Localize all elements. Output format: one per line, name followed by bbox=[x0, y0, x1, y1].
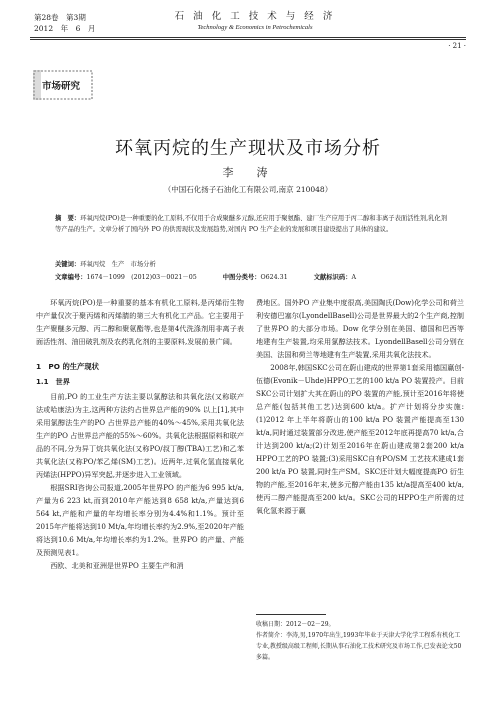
clc-code: O624.31 bbox=[260, 274, 288, 281]
footnote-rule bbox=[256, 614, 326, 615]
doc-code-label: 文献标识码： bbox=[313, 274, 352, 281]
journal-header bbox=[150, 10, 360, 33]
abstract-text: 环氧丙烷(PO)是一种重要的化工原料,不仅用于合成聚醚多元醇,还应用于聚氨酯、建厂生产应用于丙二醇和非离子表面活性剂,乳化剂等产品的生产。文章分析了国内外 PO 的供需现状及发展趋势,对国内 PO 生产企业的发展和项目建设提出了具体的建议。 bbox=[55, 215, 447, 233]
section-badge-label: 市场研究 bbox=[42, 81, 81, 92]
doc-no: 1674－1099 (2012)03－0021－05 bbox=[86, 274, 197, 281]
doc-no-label: 文章编号： bbox=[55, 274, 87, 281]
received-date: 收稿日期：2012－02－29。 bbox=[256, 621, 335, 628]
header-rule bbox=[30, 37, 466, 38]
body-paragraph: 根据SRI咨询公司报道,2005年世界PO 的产能为6 995 kt/a,产量为6 223 kt,而到2010年产能达到8 658 kt/a,产量达到6 564 kt,产能和产量的年均增长率分别为4.4%和1.1%。预计至2015年产能将达到10 Mt/a,年均增长率约为2.9%,至2020年产能将达到10.6 Mt/a,年均增长率约为1.2%。世界PO 的产量、产能及预测见表1。 bbox=[36, 483, 244, 557]
body-column-left bbox=[36, 296, 244, 572]
keywords bbox=[55, 259, 156, 268]
page-number: · 21 · bbox=[448, 42, 466, 50]
body-paragraph: 西欧、北美和亚洲是世界PO 主要生产和消 bbox=[50, 561, 184, 570]
section-heading: 1 PO 的生产现状 bbox=[36, 362, 99, 371]
journal-title-en: Technology & Economics in Petrochemicals bbox=[197, 24, 313, 31]
article-affiliation: （中国石化扬子石油化工有限公司,南京 210048） bbox=[163, 185, 333, 194]
keywords-label: 关键词： bbox=[55, 261, 81, 268]
abstract bbox=[55, 213, 447, 235]
keywords-text: 环氧丙烷 生产 市场分析 bbox=[80, 261, 156, 268]
article-author: 李 涛 bbox=[222, 166, 274, 179]
footnote bbox=[256, 619, 466, 663]
body-column-right bbox=[256, 296, 464, 517]
abstract-label: 摘 要： bbox=[55, 215, 81, 222]
body-paragraph: 费地区。国外PO 产业集中度很高,美国陶氏(Dow)化学公司和荷兰利安德巴塞尔(LyondellBasell)公司是世界最大的2个生产商,控制了世界PO 的大部分市场。Dow 化学分别在美国、德国和巴西等地建有生产装置,均采用氯醇法技术。LyondellBasell公司分别在美国、法国和荷兰等地建有生产装置,采用共氧化法技术。 bbox=[256, 298, 464, 359]
author-bio: 作者简介：李涛,男,1970年出生,1993年毕业于天津大学化学工程系有机化工专业,教授级高级工程师,长期从事石油化工技术研究及市场工作,已发表论文50多篇。 bbox=[256, 632, 462, 661]
article-meta bbox=[55, 272, 447, 281]
intro-paragraph: 环氧丙烷(PO)是一种重要的基本有机化工原料,是丙烯衍生物中产量仅次于聚丙烯和丙烯腈的第三大有机化工产品。它主要用于生产聚醚多元醇、丙二醇和聚氨酯等,也是第4代洗涤剂用非离子表面活性剂、油田破乳剂及农药乳化剂的主要原料,发展前景广阔。 bbox=[36, 298, 244, 346]
body-paragraph: 2008年,韩国SKC公司在蔚山建成的世界第1套采用德国赢创-伍德(Evonik－Uhde)HPPO工艺的100 kt/a PO 装置投产。目前SKC公司计划扩大其在蔚山的PO 装置的产能,预计至2016年将使总产能(包括其他工艺)达到600 kt/a。扩产计划将分步实施:(1)2012 年上半年将蔚山的100 kt/a PO 装置产能提高至130 kt/a,同时通过装置部分改进,使产能至2012年底再提高70 kt/a,合计达到200 kt/a;(2)计划至2016年在蔚山建成第2套200 kt/a HPPO工艺的PO 装置;(3)采用SKC自有PO/SM 工艺技术建成1套200 kt/a PO 装置,同时生产SM。SKC还计划大幅度提高PO 衍生物的产能,至2016年末,使多元醇产能由135 kt/a提高至400 kt/a,使丙二醇产能提高至200 kt/a。SKC公司的HPPO生产所需的过氧化氢来源于赢 bbox=[256, 363, 464, 515]
header-rule-thin bbox=[30, 39, 466, 40]
issue-date: 2012 年 6 月 bbox=[34, 24, 96, 33]
issue-info bbox=[34, 12, 95, 34]
clc-label: 中图分类号： bbox=[222, 274, 261, 281]
doc-code: A bbox=[351, 274, 357, 281]
subsection-heading: 1.1 世界 bbox=[36, 377, 70, 386]
body-paragraph: 目前,PO 的工业生产方法主要以氯醇法和共氧化法(又称联产法或哈康法)为主,这两种方法约占世界总产能的90% 以上[1],其中采用氯醇法生产的PO 占世界总产能的40%～45%,采用共氧化法生产的PO 占世界总产能的55%～60%。共氧化法根据原料和联产品的不同,分为异丁烷共氧化法(又称PO/叔丁醇(TBA)工艺)和乙苯共氧化法(又称PO/苯乙烯(SM)工艺)。近两年,过氧化氢直接氧化丙烯法(HPPO)异军突起,并逐步进入工业领域。 bbox=[36, 392, 244, 479]
journal-title-cn: 石 油 化 工 技 术 与 经 济 bbox=[174, 11, 336, 22]
volume-issue: 第28卷 第3期 bbox=[34, 13, 86, 22]
article-title: 环氧丙烷的生产现状及市场分析 bbox=[115, 138, 381, 159]
